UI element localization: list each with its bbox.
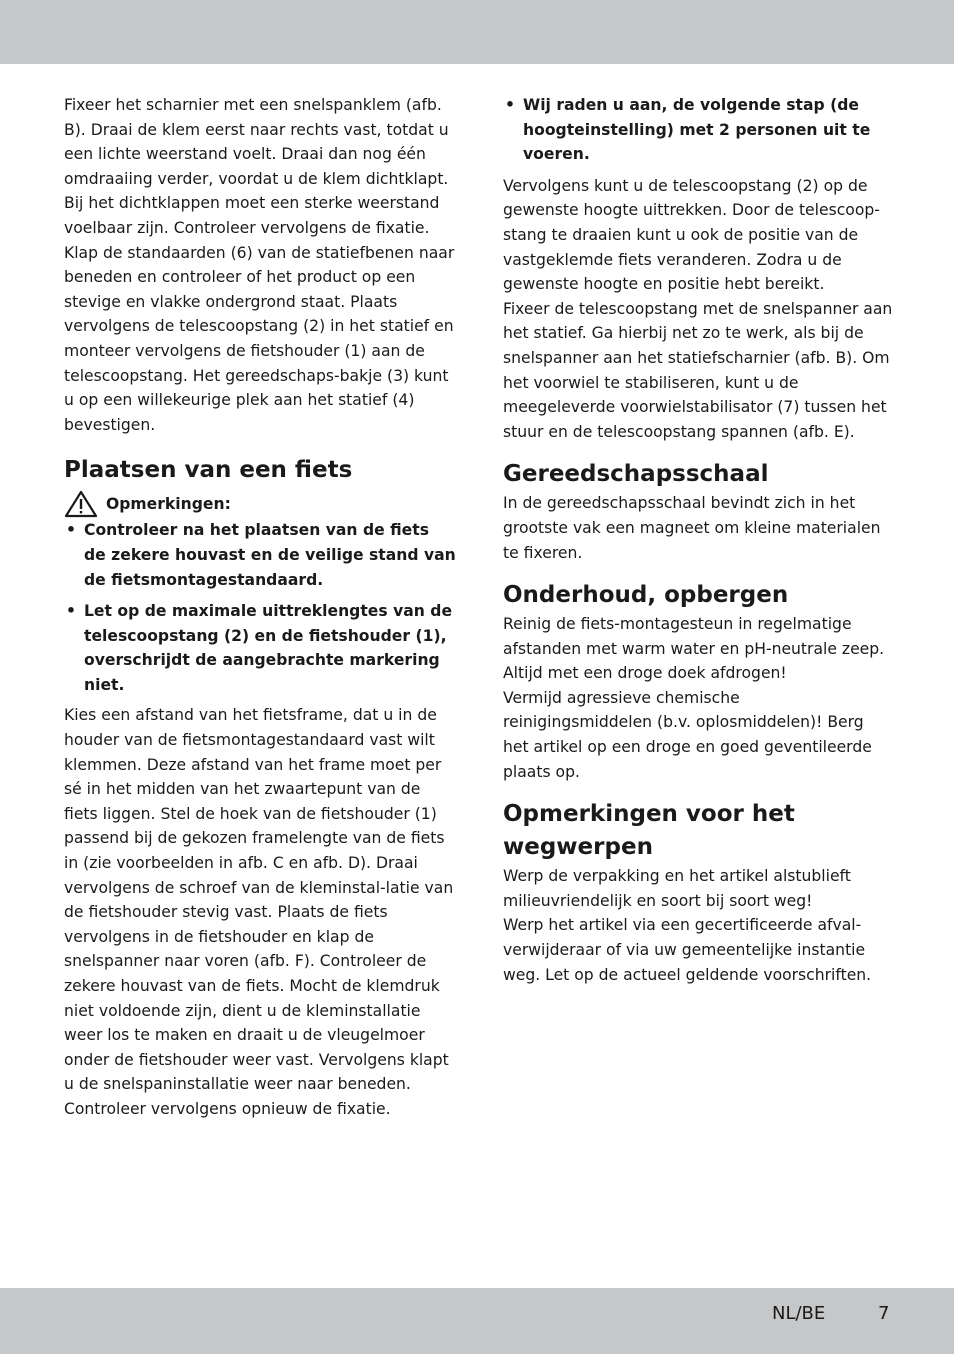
advice-text: Wij raden u aan, de volgende stap (de hoogteinstelling) met 2 personen uit te voeren. (523, 96, 871, 164)
right-column (503, 93, 893, 987)
section-heading-maintenance: Onderhoud, opbergen (503, 582, 789, 609)
maintenance-paragraph-1: Reinig de fiets-montagesteun in regelmatige afstanden met warm water en pH-neutrale zeep. Altijd met een droge doek afdrogen! (503, 615, 885, 683)
notice-list (64, 518, 456, 697)
notice-text: Let op de maximale uittreklengtes van de telescoopstang (2) en de fietshouder (1), overschrijdt de aangebrachte markering niet. (84, 602, 453, 694)
assembly-paragraph: Fixeer het scharnier met een snelspanklem (afb. B). Draai de klem eerst naar rechts vast, totdat u een lichte weerstand voelt. Draai dan nog één omdraaiing verder, voordat u de klem dichtklapt. Bij het dichtklappen moet een sterke weerstand voelbaar zijn. Controleer vervolgens de fixatie. Klap de standaarden (6) van de statiefbenen naar beneden en controleer of het product op een stevige en vlakke ondergrond staat. Plaats vervolgens de telescoopstang (2) in het statief en monteer vervolgens de fietshouder (1) aan de telescoopstang. Het gereedschaps-bakje (3) kunt u op een willekeurige plek aan het statief (4) bevestigen. (64, 96, 455, 434)
tool-tray-paragraph: In de gereedschapsschaal bevindt zich in het grootste vak een magneet om kleine materialen te fixeren. (503, 494, 881, 562)
placing-paragraph: Kies een afstand van het fietsframe, dat u in de houder van de fietsmontagestandaard vast wilt klemmen. Deze afstand van het frame moet per sé in het midden van het zwaartepunt van de fiets liggen. Stel de hoek van de fietshouder (1) passend bij de gekozen framelengte van de fiets in (zie voorbeelden in afb. C en afb. D). Draai vervolgens de schroef van de kleminstal-latie van de fietshouder stevig vast. Plaats de fiets vervolgens in de fietshouder en klap de snelspanner naar voren (afb. F). Controleer de zekere houvast van de fiets. Mocht de klemdruk niet voldoende zijn, dient u de kleminstallatie weer los te maken en draait u de vleugelmoer onder de fietshouder weer vast. Vervolgens klapt u de snelspaninstallatie weer naar beneden. Controleer vervolgens opnieuw de fixatie. (64, 706, 454, 1118)
disposal-paragraph-2: Werp het artikel via een gecertificeerde afval-verwijderaar of via uw gemeentelijke instantie weg. Let op de actueel geldende voorschriften. (503, 916, 872, 984)
advice-list (503, 93, 893, 167)
height-paragraph: Vervolgens kunt u de telescoopstang (2) op de gewenste hoogte uittrekken. Door de telescoop-stang te draaien kunt u ook de positie van de vastgeklemde fiets veranderen. Zodra u de gewenste hoogte en positie hebt bereikt. (503, 176, 880, 294)
notice-header (64, 490, 456, 518)
maintenance-paragraph-2: Vermijd agressieve chemische reinigingsmiddelen (b.v. oplosmiddelen)! Berg het artikel op een droge en goed geventileerde plaats op. (503, 688, 872, 781)
clamp-paragraph: Fixeer de telescoopstang met de snelspanner aan het statief. Ga hierbij net zo te werk, als bij de snelspanner aan het statiefscharnier (afb. B). Om het voorwiel te stabiliseren, kunt u de meegeleverde voorwielstabilisator (7) tussen het stuur en de telescoopstang spannen (afb. E). (503, 299, 893, 441)
left-column (64, 93, 456, 1122)
header-band (0, 0, 954, 64)
list-item (64, 518, 456, 592)
page-number: 7 (878, 1303, 890, 1324)
notice-label: Opmerkingen: (106, 495, 231, 514)
list-item (64, 599, 456, 697)
section-heading-disposal: Opmerkingen voor het wegwerpen (503, 801, 795, 861)
section-heading-tool-tray: Gereedschapsschaal (503, 461, 769, 488)
list-item (503, 93, 893, 167)
footer-language: NL/BE (772, 1303, 826, 1324)
warning-triangle-icon (64, 490, 98, 518)
section-heading-placing-bike: Plaatsen van een fiets (64, 457, 353, 484)
bullet-icon: • (66, 602, 76, 621)
bullet-icon: • (505, 96, 515, 114)
notice-text: Controleer na het plaatsen van de fiets de zekere houvast en de veilige stand van de fietsmontagestandaard. (84, 521, 456, 589)
disposal-paragraph-1: Werp de verpakking en het artikel alstublieft milieuvriendelijk en soort bij soort weg! (503, 867, 851, 910)
bullet-icon: • (66, 521, 76, 540)
